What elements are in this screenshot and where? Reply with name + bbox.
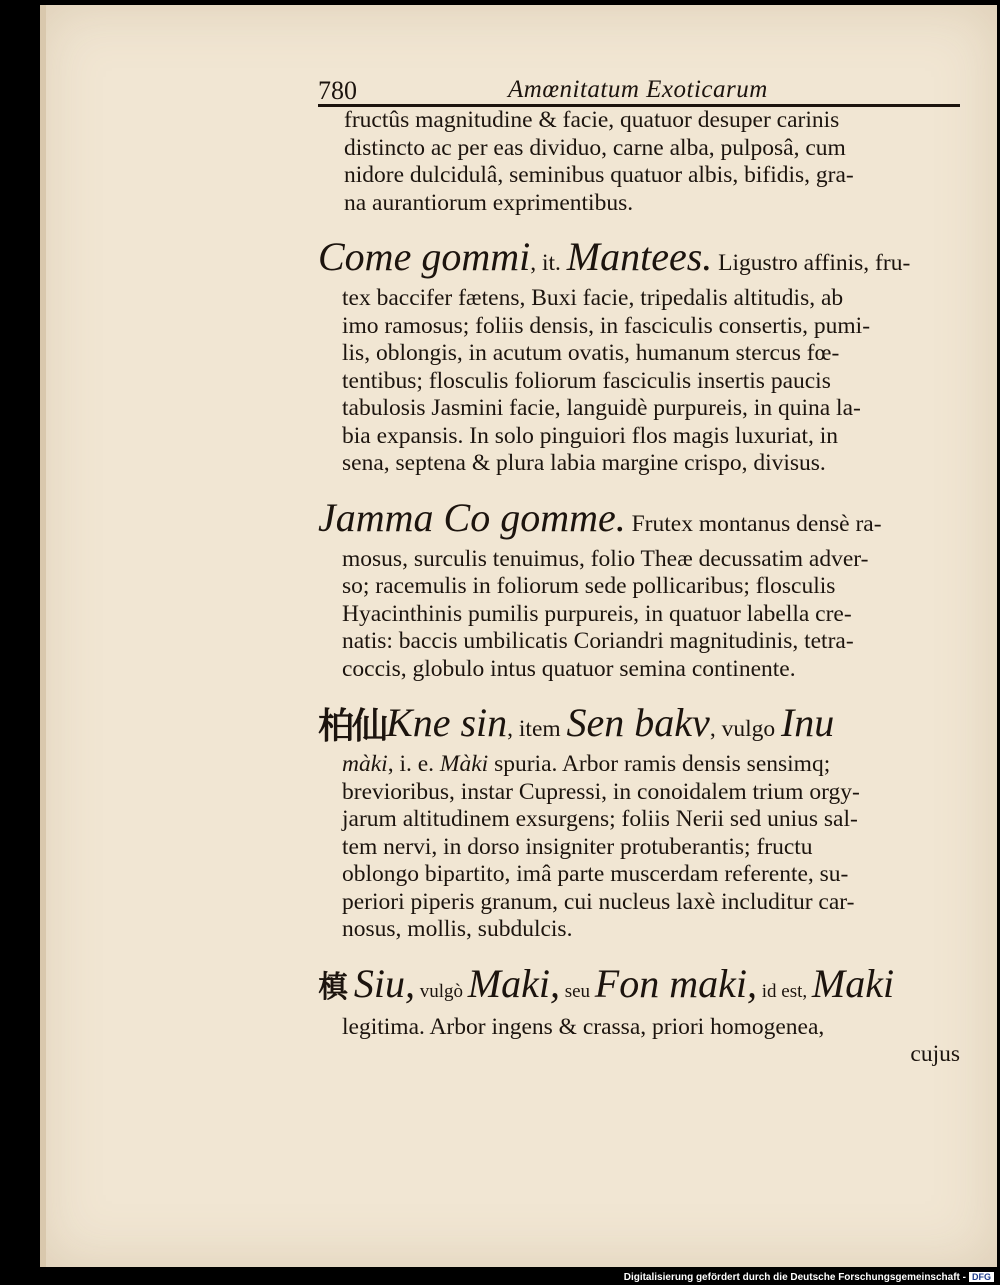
text-line: natis: baccis umbilicatis Coriandri magnitudinis, tetra- (342, 628, 854, 654)
italic-term: Màki (439, 751, 489, 777)
digitization-credit (624, 1272, 994, 1283)
running-head (318, 70, 960, 107)
entry-heading (318, 235, 960, 285)
name-separator: vulgò (415, 980, 468, 1002)
text-line: bia expansis. In solo pinguiori flos magis luxuriat, in (342, 422, 839, 449)
continuation-paragraph (318, 107, 960, 217)
catchword: cujus (910, 1041, 960, 1067)
italic-term: màki (342, 751, 388, 777)
name-separator: , vulgo (709, 716, 781, 742)
plant-name-vulgar: Inu (780, 700, 835, 745)
entry-heading (318, 701, 960, 751)
text-line: Frutex montanus densè ra- (625, 510, 882, 537)
text-line: tem nervi, in dorso insigniter protuberantis; fructu (342, 833, 813, 860)
text-line: distincto ac per eas dividuo, carne alba, pulposâ, cum (344, 134, 846, 161)
text-fragment: spuria. Arbor ramis densis sensimq; (488, 751, 831, 777)
text-line: mosus, surculis tenuimus, folio Theæ decussatim adver- (342, 545, 869, 572)
text-fragment: , i. e. (387, 751, 440, 777)
entry-come-gommi (318, 235, 960, 478)
text-line: Ligustro affinis, fru- (712, 250, 911, 276)
text-line: legitima. Arbor ingens & crassa, priori homogenea, (342, 1013, 825, 1040)
text-line: nidore dulcidulâ, seminibus quatuor albis, bifidis, gra- (344, 162, 854, 188)
text-line: periori piperis granum, cui nucleus laxè includitur car- (342, 888, 855, 915)
running-title: Amœnitatum Exoticarum (508, 76, 768, 103)
kanji-character: 槙 (318, 969, 348, 1005)
text-line: jarum altitudinem exsurgens; foliis Nerii sed unius sal- (342, 806, 858, 832)
entry-jamma-co-gomme (318, 496, 960, 684)
name-separator: id est, (756, 980, 812, 1002)
text-line (342, 751, 960, 779)
name-separator: , it. (530, 250, 567, 276)
plant-name-alt: Maki, (467, 960, 560, 1006)
text-line: tentibus; flosculis foliorum fasciculis insertis paucis (342, 367, 831, 394)
text-line: tex baccifer fætens, Buxi facie, tripedalis altitudis, ab (342, 285, 844, 311)
entry-siu (318, 962, 960, 1069)
plant-name-alt: Sen bakv (566, 700, 710, 745)
text-line: tabulosis Jasmini facie, languidè purpureis, in quina la- (342, 395, 861, 421)
name-separator: seu (559, 980, 595, 1002)
text-line: lis, oblongis, in acutum ovatis, humanum stercus fœ- (342, 340, 840, 366)
text-line: brevioribus, instar Cupressi, in conoidalem trium orgy- (342, 778, 860, 805)
entry-kne-sin (318, 701, 960, 944)
plant-name: Come gommi (318, 234, 531, 279)
text-line: so; racemulis in foliorum sede pollicaribus; flosculis (342, 573, 836, 599)
plant-name-alt: Fon maki, (594, 960, 757, 1006)
page-edge (40, 5, 46, 1267)
entry-heading (318, 962, 960, 1014)
text-line: fructûs magnitudine & facie, quatuor desuper carinis (344, 107, 840, 133)
text-line: imo ramosus; foliis densis, in fasciculis consertis, pumi- (342, 312, 871, 339)
text-line: coccis, globulo intus quatuor semina continente. (342, 655, 796, 682)
plant-name: Siu, (353, 960, 415, 1006)
book-page (318, 70, 960, 1069)
credit-text: Digitalisierung gefördert durch die Deutsche Forschungsgemeinschaft - (623, 1272, 966, 1283)
text-line: nosus, mollis, subdulcis. (342, 916, 573, 942)
page-number: 780 (318, 76, 357, 105)
text-line: na aurantiorum exprimentibus. (344, 189, 634, 216)
dfg-logo: DFG (969, 1272, 994, 1282)
text-line: sena, septena & plura labia margine crispo, divisus. (342, 450, 826, 476)
text-line: Hyacinthinis pumilis purpureis, in quatuor labella cre- (342, 600, 852, 627)
entry-heading (318, 496, 960, 546)
plant-name-alt: Mantees. (566, 234, 713, 279)
kanji-characters: 柏仙 (318, 706, 387, 747)
name-separator: , item (507, 716, 567, 742)
plant-name: Jamma Co gomme. (318, 494, 626, 540)
plant-name: Kne sin (386, 700, 508, 745)
text-line: oblongo bipartito, imâ parte muscerdam referente, su- (342, 861, 849, 887)
plant-name-alt: Maki (811, 960, 895, 1006)
